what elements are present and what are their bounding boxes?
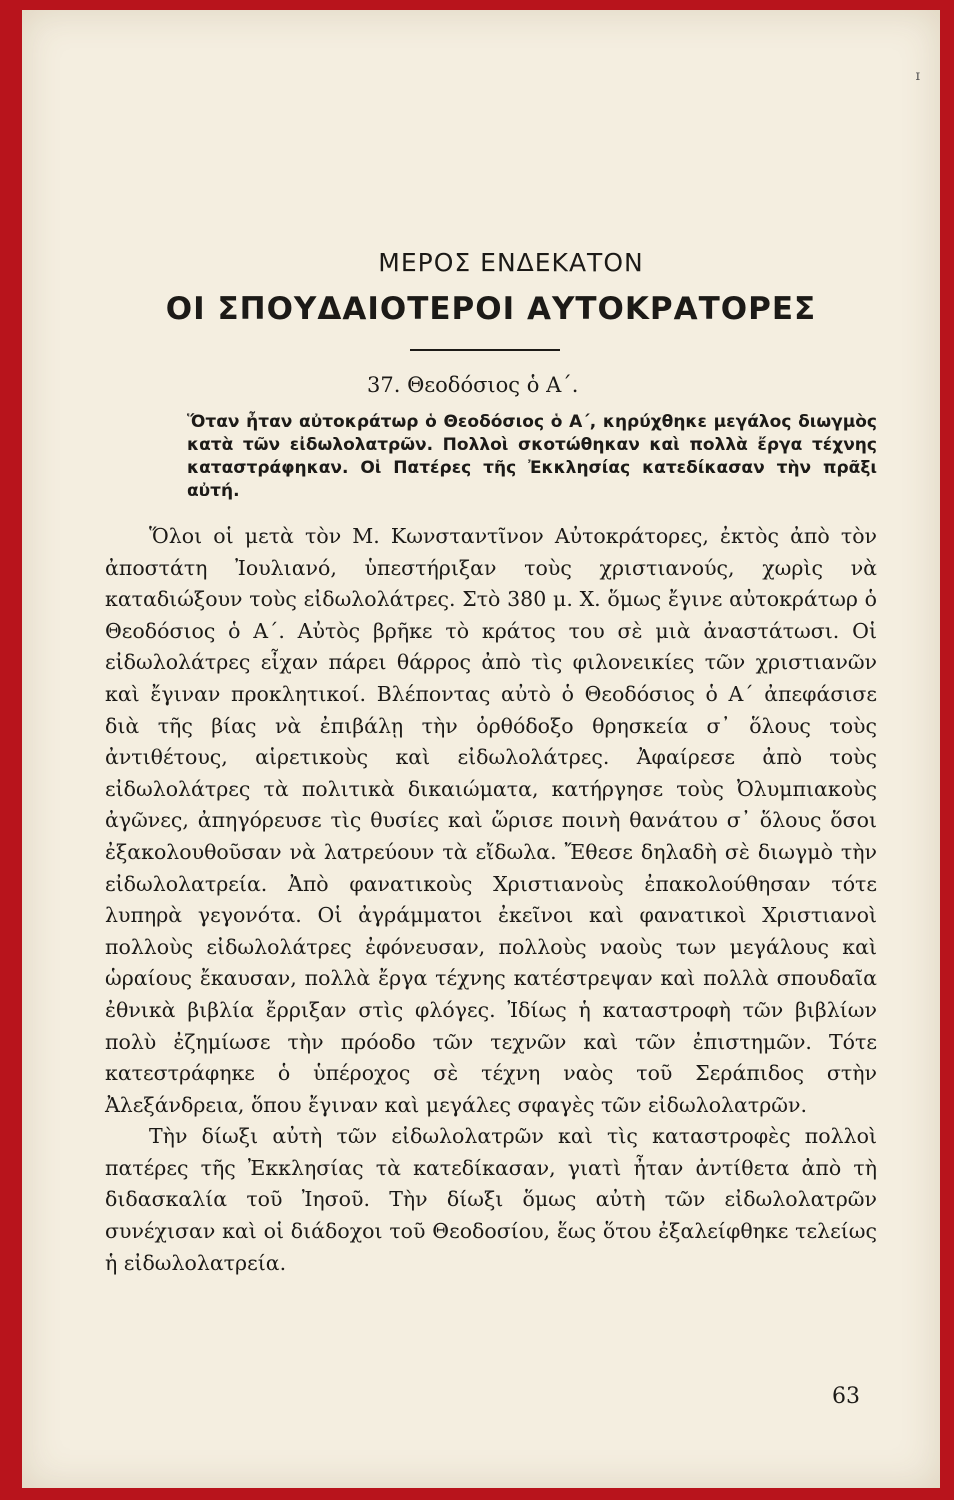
section-heading: 37. Θεοδόσιος ὁ Α΄. xyxy=(367,373,579,397)
body-paragraph-1: Ὅλοι οἱ μετὰ τὸν Μ. Κωνσταντῖνον Αὐτοκράτορες, ἐκτὸς ἀπὸ τὸν ἀποστάτη Ἰουλιανό, ὑπεστήριξαν τοὺς χριστιανούς, χωρὶς νὰ καταδιώξουν τοὺς εἰδωλολάτρες. Στὸ 380 μ. Χ. ὅμως ἔγινε αὐτοκράτωρ ὁ Θεοδόσιος ὁ Α΄. Αὐτὸς βρῆκε τὸ κράτος του σὲ μιὰ ἀναστάτωσι. Οἱ εἰδωλολάτρες εἶχαν πάρει θάρρος ἀπὸ τὶς φιλονεικίες τῶν χριστιανῶν καὶ ἔγιναν προκλητικοί. Βλέποντας αὐτὸ ὁ Θεοδόσιος ὁ Α΄ ἀπεφάσισε διὰ τῆς βίας νὰ ἐπιβάλῃ τὴν ὀρθόδοξο θρησκεία σ᾽ ὅλους τοὺς ἀντιθέτους, αἱρετικοὺς καὶ εἰδωλολάτρες. Ἀφαίρεσε ἀπὸ τοὺς εἰδωλολάτρες τὰ πολιτικὰ δικαιώματα, κατήργησε τοὺς Ὀλυμπιακοὺς ἀγῶνες, ἀπηγόρευσε τὶς θυσίες καὶ ὥρισε ποινὴ θανάτου σ᾽ ὅλους ὅσοι ἐξακολουθοῦσαν νὰ λατρεύουν τὰ εἴδωλα. Ἔθεσε δηλαδὴ σὲ διωγμὸ τὴν εἰδωλολατρεία. Ἀπὸ φανατικοὺς Χριστιανοὺς ἐπακολούθησαν τότε λυπηρὰ γεγονότα. Οἱ ἀγράμματοι ἐκεῖνοι καὶ φανατικοὶ Χριστιανοὶ πολλοὺς εἰδωλολάτρες ἐφόνευσαν, πολλοὺς ναοὺς των μεγάλους καὶ ὡραίους ἔκαυσαν, πολλὰ ἔργα τέχνης κατέστρεψαν καὶ πολλὰ σπουδαῖα ἐθνικὰ βιβλία ἔρριξαν στὶς φλόγες. Ἰδίως ἡ καταστροφὴ τῶν βιβλίων πολὺ ἐζημίωσε τὴν πρόοδο τῶν τεχνῶν καὶ τῶν ἐπιστημῶν. Τότε κατεστράφηκε ὁ ὑπέροχος σὲ τέχνη ναὸς τοῦ Σεράπιδος στὴν Ἀλεξάνδρεια, ὅπου ἔγιναν καὶ μεγάλες σφαγὲς τῶν εἰδωλολατρῶν. xyxy=(105,524,877,1117)
title-divider xyxy=(410,349,560,351)
book-page xyxy=(22,10,940,1488)
stray-mark: ɪ xyxy=(915,68,920,84)
chapter-title: ΟΙ ΣΠΟΥΔΑΙΟΤΕΡΟΙ ΑΥΤΟΚΡΑΤΟΡΕΣ xyxy=(165,291,817,327)
section-summary: Ὅταν ἦταν αὐτοκράτωρ ὁ Θεοδόσιος ὁ Α΄, κηρύχθηκε μεγάλος διωγμὸς κατὰ τῶν εἰδωλολατρῶν. Πολλοὶ σκοτώθηκαν καὶ πολλὰ ἔργα τέχνης καταστράφηκαν. Οἱ Πατέρες τῆς Ἐκκλησίας κατεδίκασαν τὴν πρᾶξι αὐτή. xyxy=(187,412,877,501)
page-number: 63 xyxy=(832,1384,860,1409)
part-title: ΜΕΡΟΣ ΕΝΔΕΚΑΤΟΝ xyxy=(378,248,644,277)
page-content xyxy=(105,248,877,1279)
body-paragraph-2: Τὴν δίωξι αὐτὴ τῶν εἰδωλολατρῶν καὶ τὶς καταστροφὲς πολλοὶ πατέρες τῆς Ἐκκλησίας τὰ κατεδίκασαν, γιατὶ ἦταν ἀντίθετα ἀπὸ τὴ διδασκαλία τοῦ Ἰησοῦ. Τὴν δίωξι ὅμως αὐτὴ τῶν εἰδωλολατρῶν συνέχισαν καὶ οἱ διάδοχοι τοῦ Θεοδοσίου, ἕως ὅτου ἐξαλείφθηκε τελείως ἡ εἰδωλολατρεία. xyxy=(105,1124,877,1275)
